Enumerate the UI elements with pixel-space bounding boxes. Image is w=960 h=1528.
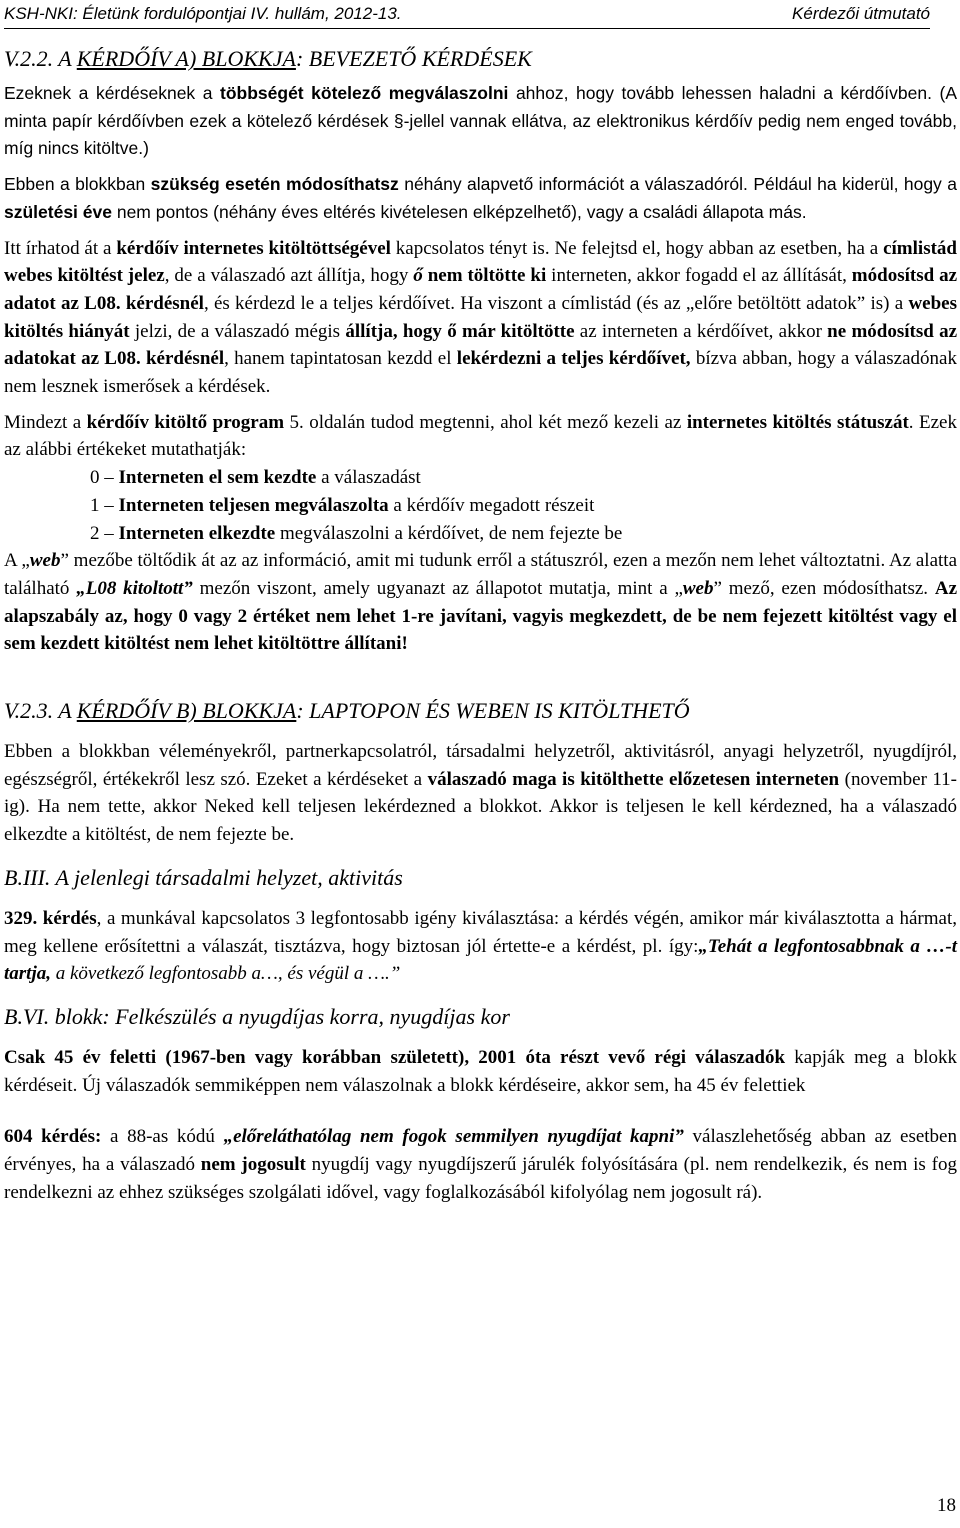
paragraph-program-page: Mindezt a kérdőív kitöltő program 5. oldalán tudod megtenni, ahol két mező kezeli az internetes kitöltés státuszát. Ezek az alábbi értékeket mutathatják: bbox=[4, 411, 957, 461]
heading-prefix: V.2.2. A bbox=[4, 46, 77, 71]
list-item: 1 – Interneten teljesen megválaszolta a kérdőív megadott részeit bbox=[90, 494, 595, 516]
header-left: KSH-NKI: Életünk fordulópontjai IV. hullám, 2012-13. bbox=[4, 4, 402, 23]
section-heading-a-block bbox=[4, 44, 957, 74]
heading-prefix: V.2.3. A bbox=[4, 698, 77, 724]
list-item: 0 – Interneten el sem kezdte a válaszadást bbox=[90, 467, 421, 489]
paragraph-question-329: 329. kérdés, a munkával kapcsolatos 3 legfontosabb igény kiválasztása: a kérdés végén, amikor már kiválasztotta a hármat, meg kellene erősítettni a válaszát, tisztázva, hogy biztosan jól értette-e a kérdést, pl. így:„Tehát a legfontosabbnak a …-t tartja, a következő legfontosabb a…, és végül a ….” bbox=[4, 907, 957, 985]
list-item: 2 – Interneten elkezdte megválaszolni a kérdőívet, de nem fejezte be bbox=[90, 522, 623, 544]
paragraph-b-block: Ebben a blokkban véleményekről, partnerkapcsolatról, társadalmi helyzetről, aktivitásról, anyagi helyzetről, nyugdíjról, egészségről, értékekről lesz szó. Ezeket a kérdéseket a válaszadó maga is kitölthette előzetesen interneten (november 11-ig). Ha nem tette, akkor Neked kell teljesen lekérdezned a blokkot. Akkor is teljesen le kell kérdezned, ha a válaszadó elkezdte a kitöltést, de nem fejezte be. bbox=[4, 741, 958, 846]
page-header bbox=[4, 0, 930, 29]
section-heading-b-vi: B.VI. blokk: Felkészülés a nyugdíjas korra, nyugdíjas kor bbox=[4, 1003, 510, 1029]
heading-rest: : LAPTOPON ÉS WEBEN IS KITÖLTHETŐ bbox=[296, 698, 690, 724]
section-heading-b-iii: B.III. A jelenlegi társadalmi helyzet, aktivitás bbox=[4, 864, 403, 890]
page-number: 18 bbox=[937, 1495, 956, 1516]
paragraph-web-field: A „web” mezőbe töltődik át az az információ, amit mi tudunk erről a státuszról, ezen a mezőn nem lehet változtatni. Az alatta található „L08 kitoltott” mezőn viszont, amely ugyanazt az állapotot mutatja, mint a „web” mező, ezen módosíthatsz. Az alapszabály az, hogy 0 vagy 2 értéket nem lehet 1-re javítani, vagyis megkezdett, de be nem fejezett kitöltést vagy el sem kezdett kitöltést nem lehet kitöltöttre állítani! bbox=[4, 550, 957, 655]
section-heading-b-block bbox=[4, 696, 957, 726]
paragraph-required-questions: Ezeknek a kérdéseknek a többségét kötelező megválaszolni ahhoz, hogy tovább lehessen haladni a kérdőívben. (A minta papír kérdőívben ezek a kötelező kérdések §-jellel vannak ellátva, az elektronikus kérdőív pedig nem enged tovább, míg nincs kitöltve.) bbox=[4, 83, 958, 159]
heading-underlined: KÉRDŐÍV B) BLOKKJA bbox=[76, 698, 297, 724]
header-right: Kérdezői útmutató bbox=[792, 4, 930, 23]
heading-underlined: KÉRDŐÍV A) BLOKKJA bbox=[76, 46, 296, 71]
paragraph-internet-status: Itt írhatod át a kérdőív internetes kitöltöttségével kapcsolatos tényt is. Ne felejtsd el, hogy abban az esetben, ha a címlistád webes kitöltést jelez, de a válaszadó azt állítja, hogy ő nem töltötte ki interneten, akkor fogadd el az állítását, módosítsd az adatot az L08. kérdésnél, és kérdezd le a teljes kérdőívet. Ha viszont a címlistád (és az „előre betöltött adatok” is) a webes kitöltés hiányát jelzi, de a válaszadó mégis állítja, hogy ő már kitöltötte az interneten a kérdőívet, akkor ne módosítsd az adatokat az L08. kérdésnél, hanem tapintatosan kezdd el lekérdezni a teljes kérdőívet, bízva abban, hogy a válaszadónak nem lesznek ismerősek a kérdések. bbox=[4, 237, 958, 398]
heading-rest: : BEVEZETŐ KÉRDÉSEK bbox=[295, 46, 532, 71]
page-body bbox=[4, 44, 957, 1207]
paragraph-b-vi-eligibility: Csak 45 év feletti (1967-ben vagy korábban született), 2001 óta részt vevő régi válaszadók kapják meg a blokk kérdéseit. Új válaszadók semmiképpen nem válaszolnak a blokk kérdéseire, akkor sem, ha 45 év felettiek bbox=[4, 1046, 957, 1096]
paragraph-modify-info: Ebben a blokkban szükség esetén módosíthatsz néhány alapvető információt a válaszadóról. Például ha kiderül, hogy a születési éve nem pontos (néhány éves eltérés kivételesen elképzelhető), vagy a családi állapota más. bbox=[4, 174, 957, 222]
paragraph-question-604: 604 kérdés: a 88-as kódú „előreláthatólag nem fogok semmilyen nyugdíjat kapni” válaszlehetőség abban az esetben érvényes, ha a válaszadó nem jogosult nyugdíj vagy nyugdíjszerű járulék folyósítására (pl. nem rendelkezik, és nem is fog rendelkezni az ehhez szükséges szolgálati idővel, vagy foglalkozásából kifolyólag nem jogosult rá). bbox=[4, 1126, 957, 1203]
